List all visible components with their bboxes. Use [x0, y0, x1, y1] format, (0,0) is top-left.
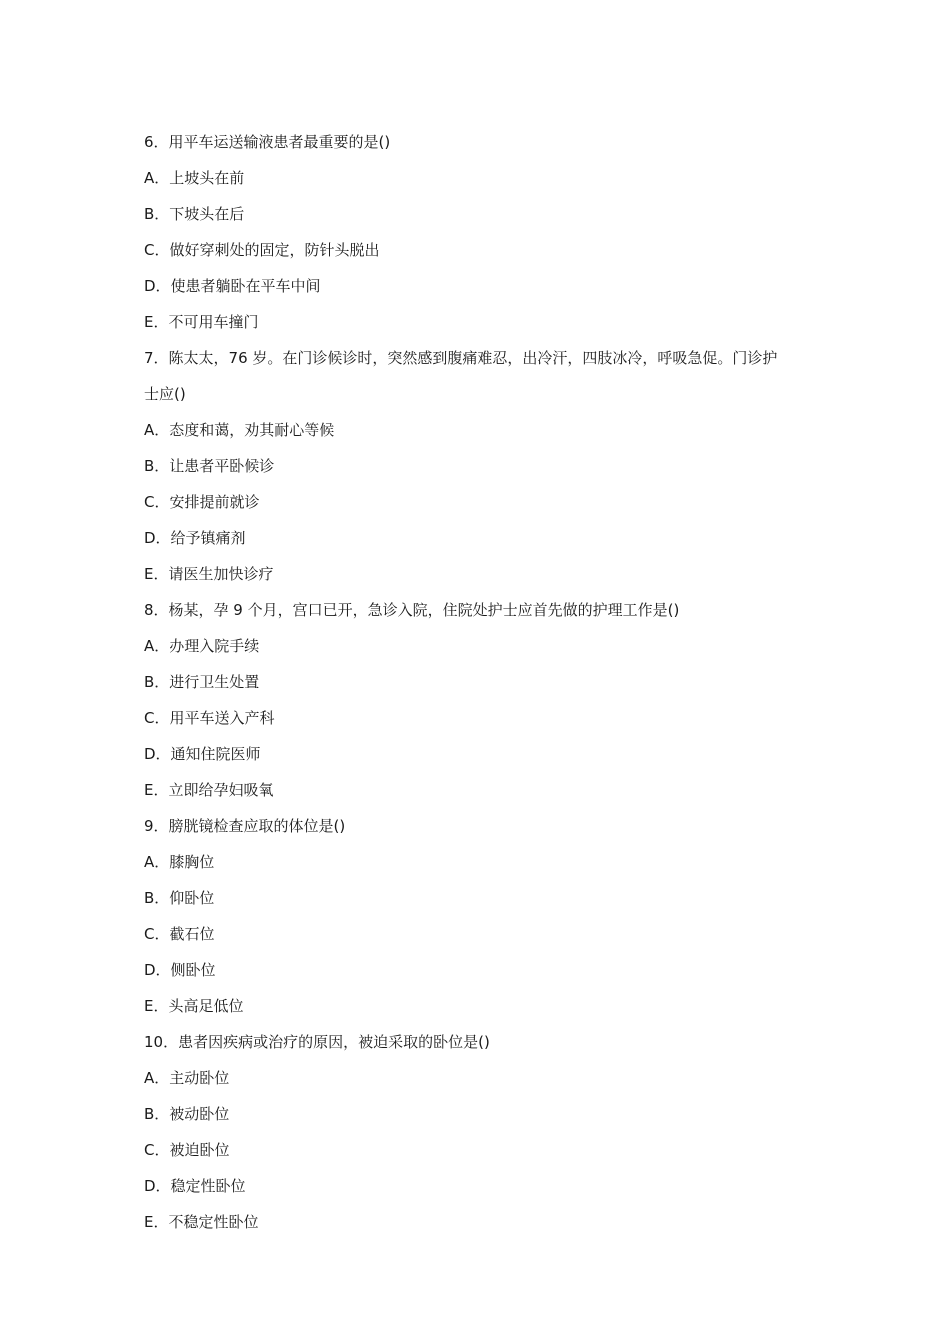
question-stem: 10．患者因疾病或治疗的原因，被迫采取的卧位是() — [144, 1033, 490, 1051]
option-e: E．头高足低位 — [144, 997, 244, 1015]
question-9 — [144, 814, 824, 1030]
option-a: A．上坡头在前 — [144, 169, 245, 187]
option-e: E．立即给孕妇吸氧 — [144, 781, 274, 799]
option-e: E．不稳定性卧位 — [144, 1213, 259, 1231]
question-stem: 9．膀胱镜检查应取的体位是() — [144, 817, 346, 835]
question-10 — [144, 1030, 824, 1246]
question-stem-continued: 士应() — [144, 385, 186, 403]
option-a: A．主动卧位 — [144, 1069, 230, 1087]
option-c: C．截石位 — [144, 925, 215, 943]
option-b: B．下坡头在后 — [144, 205, 245, 223]
option-d: D．侧卧位 — [144, 961, 216, 979]
option-c: C．安排提前就诊 — [144, 493, 260, 511]
option-c: C．用平车送入产科 — [144, 709, 275, 727]
option-d: D．使患者躺卧在平车中间 — [144, 277, 321, 295]
option-b: B．让患者平卧候诊 — [144, 457, 275, 475]
question-stem: 7．陈太太，76 岁。在门诊候诊时，突然感到腹痛难忍，出冷汗，四肢冰冷，呼吸急促。门诊护 — [144, 349, 778, 367]
option-a: A．办理入院手续 — [144, 637, 260, 655]
option-b: B．仰卧位 — [144, 889, 215, 907]
question-stem: 8．杨某，孕 9 个月，宫口已开，急诊入院，住院处护士应首先做的护理工作是() — [144, 601, 680, 619]
question-6 — [144, 130, 824, 346]
option-c: C．做好穿刺处的固定，防针头脱出 — [144, 241, 380, 259]
option-e: E．不可用车撞门 — [144, 313, 259, 331]
option-b: B．被动卧位 — [144, 1105, 230, 1123]
option-a: A．态度和蔼，劝其耐心等候 — [144, 421, 335, 439]
option-d: D．稳定性卧位 — [144, 1177, 246, 1195]
question-7 — [144, 346, 824, 598]
question-stem: 6．用平车运送输液患者最重要的是() — [144, 133, 391, 151]
option-c: C．被迫卧位 — [144, 1141, 230, 1159]
option-b: B．进行卫生处置 — [144, 673, 260, 691]
option-a: A．膝胸位 — [144, 853, 215, 871]
option-e: E．请医生加快诊疗 — [144, 565, 274, 583]
document-body — [144, 130, 824, 1246]
question-8 — [144, 598, 824, 814]
option-d: D．通知住院医师 — [144, 745, 261, 763]
option-d: D．给予镇痛剂 — [144, 529, 246, 547]
